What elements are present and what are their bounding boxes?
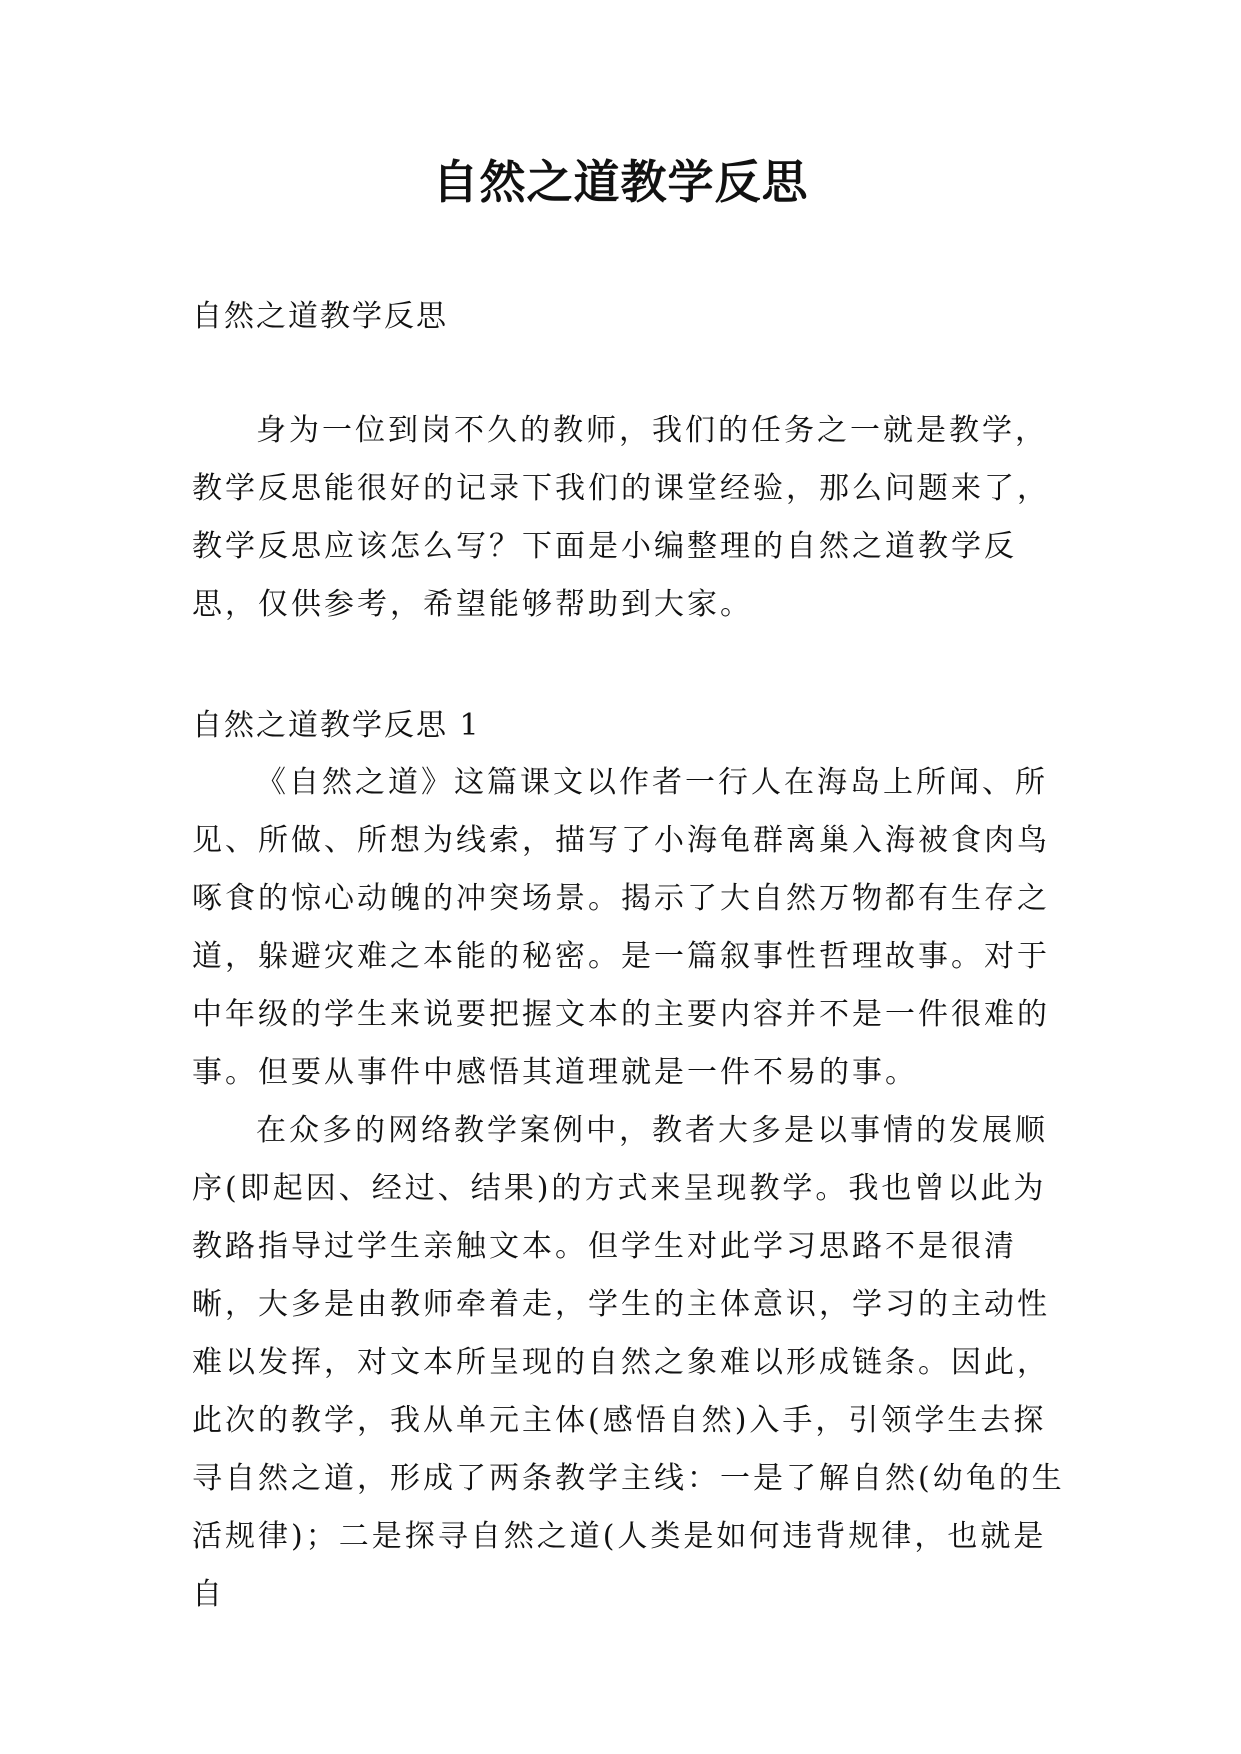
- document-title: 自然之道教学反思: [432, 155, 809, 209]
- document-subtitle: 自然之道教学反思: [192, 299, 448, 334]
- body-paragraph-2: 在众多的网络教学案例中，教者大多是以事情的发展顺序(即起因、经过、结果)的方式来呈现教学。我也曾以此为教路指导过学生亲触文本。但学生对此学习思路不是很清晰，大多是由教师牵着走，学生的主体意识，学习的主动性难以发挥，对文本所呈现的自然之象难以形成链条。因此，此次的教学，我从单元主体(感悟自然)入手，引领学生去探寻自然之道，形成了两条教学主线：一是了解自然(幼龟的生活规律)；二是探寻自然之道(人类是如何违背规律，也就是自: [192, 1113, 1065, 1612]
- body-paragraph-1: 《自然之道》这篇课文以作者一行人在海岛上所闻、所见、所做、所想为线索，描写了小海龟群离巢入海被食肉鸟啄食的惊心动魄的冲突场景。揭示了大自然万物都有生存之道，躲避灾难之本能的秘密。是一篇叙事性哲理故事。对于中年级的学生来说要把握文本的主要内容并不是一件很难的事。但要从事件中感悟其道理就是一件不易的事。: [192, 765, 1050, 1090]
- intro-paragraph: 身为一位到岗不久的教师，我们的任务之一就是教学，教学反思能很好的记录下我们的课堂经验，那么问题来了，教学反思应该怎么写？下面是小编整理的自然之道教学反思，仅供参考，希望能够帮助到大家。: [192, 413, 1050, 622]
- section-heading: 自然之道教学反思 1: [192, 708, 481, 743]
